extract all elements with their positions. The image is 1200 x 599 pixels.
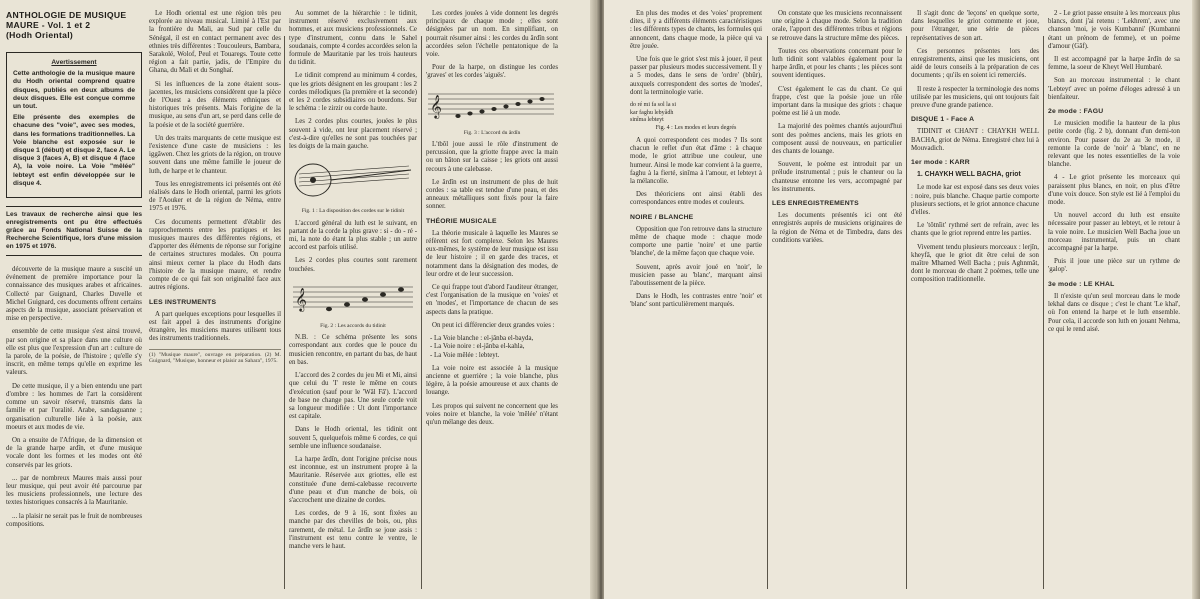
paragraph: Il n'existe qu'un seul morceau dans le mode lekhal dans ce disque ; c'est le chant 'Le khal', où l'on entend la harpe et le luth ensemble. Pour cela, il accorde son luth en jouant Nehma, ce qui le rend aisé. [1048, 292, 1180, 333]
paragraph: Il est accompagné par la harpe ârdîn de sa femme, la soeur de Kheyt Well Humbaré. [1048, 56, 1180, 72]
column-divider [284, 36, 285, 589]
column-divider [1043, 36, 1044, 589]
paragraph: Toutes ces observations concernant pour le luth tidinit sont valables également pour la harpe ârdîn, et pour les chants ; les pièces sont souvent identiques. [772, 47, 902, 80]
column-2 [149, 10, 281, 596]
paragraph: C'est également le cas du chant. Ce qui frappe, c'est que la poésie joue un rôle important dans la musique des griots : chaque poème est lié à un mode. [772, 85, 902, 118]
scale-row: kar faghu lebyâdh [630, 109, 674, 116]
paragraph: découverte de la musique maure a suscité un événement de première importance pour la connaissance des musiques arabes et africaines. Collecté par Guignard, Charles Duvelle et Michel Guignard, ces documents offrent certains aspects de la musique, associant préservation et mise en perspective. [6, 266, 142, 323]
list-item: - La Voie noire : el-jânba el-kahla, [430, 343, 525, 351]
mode-heading: 3e mode : LE KHAL [1048, 280, 1115, 288]
paragraph: 4 - Le griot présente les morceaux qui paraissent plus blancs, en noir, en plus d'être d'une voix douce. Son style est lié à l'emploi du mode. [1048, 174, 1180, 207]
title-line-1: ANTHOLOGIE DE MUSIQUE [6, 10, 127, 20]
svg-text:𝄞: 𝄞 [430, 93, 442, 118]
column-divider [421, 36, 422, 589]
paragraph: Il reste à respecter la terminologie des noms utilisée par les musiciens, qui ont toujours fait preuve d'une grande patience. [911, 85, 1039, 110]
paragraph: L'accord général du luth est le suivant, en partant de la corde la plus grave : si - do - ré - mi, la note do étant la plus stable ; un autre accord est parfois utilisé. [289, 219, 417, 252]
figure-caption: Fig. 2 : Les accords du tidinit [320, 323, 386, 330]
svg-text:𝄞: 𝄞 [295, 286, 307, 311]
paragraph: On peut ici différencier deux grandes voies : [432, 321, 555, 329]
paragraph: Il s'agit donc de 'leçons' en quelque sorte, dans lesquelles le griot commente et joue, pour l'étranger, une série de pièces représentatives de son art. [911, 10, 1039, 42]
recordings-heading: LES ENREGISTREMENTS [772, 200, 859, 208]
paragraph: ... la plaisir ne serait pas le fruit de nombreuses compositions. [6, 512, 142, 528]
paragraph: De cette musique, il y a bien entendu une part d'ombre : les hommes de l'art la considèrent comme un savoir réservé, transmis dans la famille et par l'oralité. Arabe, sandaguanne ; organisation culturelle liée à la poésie, aux moeurs et aux modes de vie. [6, 382, 142, 431]
mode-heading: 1er mode : KARR [911, 159, 970, 167]
column-1 [6, 10, 142, 596]
paragraph: A part quelques exceptions pour lesquelles il est fait appel à des instruments d'origine étrangère, les musiciens maures utilisent tous des instruments traditionnels. [149, 310, 281, 343]
paragraph: Le musicien modifie la hauteur de la plus petite corde (fig. 2 b), donnant d'un demi-ton environ. Pour passer du 2e au 3e mode, il remonte la corde de 'noir' à 'blanc', en ne relevant que les notes essentielles de la voie blanche. [1048, 120, 1180, 169]
footnote: (1) "Musique maure", ouvrage en préparation. (2) M. Guignard, "Musique, honneur et plaisir au Sahara", 1975. [149, 349, 281, 365]
paragraph: Souvent, le poème est introduit par un prélude instrumental ; puis le chanteur ou la chanteuse entonne les vers, accompagné par les instruments. [772, 161, 902, 193]
paragraph: Ces documents permettent d'établir des rapprochements entre les pratiques et les musiques maures des différentes régions, et d'apporter des éléments de réponse sur l'origine de certaines structures modales. On pourra ainsi mieux cerner la place du Hodh dans l'histoire de la musique maure, et rendre compte de ce qui fait son originalité face aux autres régions. [149, 218, 281, 292]
paragraph: ensemble de cette musique s'est ainsi trouvé, par son origine et sa place dans une culture où elle est plus que l'expression d'un art : culture de la parole, de la poésie, de l'histoire ; qu'elle s'y inscrit, en même temps qu'elle en exprime les valeurs. [6, 328, 142, 377]
tuning-figure [289, 279, 417, 330]
right-page [604, 0, 1200, 599]
paragraph: Dans le Hodh, les contrastes entre 'noir' et 'blanc' sont particulièrement marqués. [630, 293, 762, 309]
warning-heading: Avertissement [51, 59, 97, 66]
paragraph: Les 2 cordes plus courtes sont rarement touchées. [289, 257, 417, 273]
warning-paragraph-2: Elle présente des exemples de chacune des "voie", avec ses modes, dans les formations traditionnelles. La Voie blanche est exposée sur le disque 1 (début) et disque 2, face A. Le disque 3 (faces A, B) et disque 4 (face A), la voie noire. La Voie "mêlée" lebteyt est enfin développée sur le disque 4. [13, 114, 135, 187]
paragraph: ... par de nombreux Maures mais aussi pour leur musique, qui peut avoir été parcourue par les musiciens professionnels, une lecture des textes historiques consacrés à la Mauritanie. [6, 474, 142, 507]
paragraph: N.B. : Ce schéma présente les sons correspondant aux cordes que le pouce du musicien rencontre, en partant du bas, de haut en bas. [289, 334, 417, 366]
column-3 [289, 10, 417, 596]
figure-caption: Fig. 1 : La disposition des cordes sur le tidinit [301, 208, 405, 215]
paragraph: 2 - Le griot passe ensuite à les morceaux plus blancs, dont j'ai retenu : 'Lekhrem', avec une chanson 'moi, je vois Kumbanni' (Kumbanni étant un prénom de femme), et un poème d'amour (Gâf). [1048, 10, 1180, 50]
paragraph: Les cordes jouées à vide donnent les degrés principaux de chaque mode ; elles sont désignées par un nom. En simplifiant, on pourrait résumer ainsi : les cordes du ârdîn sont accordées selon l'échelle pentatonique de la voie. [426, 10, 558, 59]
paragraph: La voie noire est associée à la musique ancienne et guerrière ; la voie blanche, plus légère, à la poésie amoureuse et aux chants de louange. [426, 364, 558, 397]
paragraph: Son au morceau instrumental : le chant 'Lebteyt' avec un poème d'éloges adressé à un bienfaiteur. [1048, 77, 1180, 101]
tidinit-diagram [289, 156, 417, 204]
paragraph: Un nouvel accord du luth est ensuite nécessaire pour passer au lebteyt, et le retour à la voie noire. Le musicien Well Bacha joue un morceau instrumental, puis un chant accompagné par la harpe. [1048, 212, 1180, 253]
column-divider [906, 36, 907, 589]
paragraph: Les propos qui suivent ne concernent que les voies noire et blanche, la voie 'mêlée' n'étant qu'un mélange des deux. [426, 402, 558, 426]
mode-scale-table [630, 102, 762, 132]
list-item: - La Voie mêlée : lebteyt. [430, 351, 500, 359]
paragraph: Des théoriciens ont ainsi établi des correspondances entre modes et couleurs. [630, 191, 762, 207]
paragraph: Si les influences de la zone étaient sous-jacentes, les musiciens considèrent que la pièce de l'Ouest a des éléments ethniques et historiques très présents. Mais l'origine de la musique, au sens d'un art, se perd dans celle de la poésie et de la société guerrière. [149, 80, 281, 129]
paragraph: Opposition que l'on retrouve dans la structure même de chaque mode : chaque mode comporte une partie 'noire' et une partie 'blanche', de la même façon que chaque voie. [630, 225, 762, 258]
paragraph: Vivement tendu plusieurs morceaux : lerjîn, kheyfâ, que le griot dit être celui de son maître Mhamed Well Bacha ; puis Aghnmât, dont le morceau de chant 2 poèmes, telle une composition traditionnelle. [911, 243, 1039, 284]
paragraph: Au sommet de la hiérarchie : le tidinit, instrument réservé exclusivement aux hommes, et aux musiciens professionnels. Ce type d'instrument, connu dans le Sahel soudanais, compte 4 cordes accordées selon la formule de Mauritanie par les trois hauteurs du tidinit. [289, 10, 417, 67]
paragraph: La théorie musicale à laquelle les Maures se réfèrent est fort complexe. Selon les Maures eux-mêmes, le système de leur musique est issu de leur histoire ; il en garde des traces, et notamment dans la désignation des modes, de leur ordre et de leur succession. [426, 229, 558, 278]
paragraph: On constate que les musiciens reconnaissent une origine à chaque mode. Selon la tradition orale, l'apport des différentes tribus et régions se retrouve dans la structure même des pièces. [772, 10, 902, 42]
paragraph: Les 2 cordes plus courtes, jouées le plus souvent à vide, ont leur placement réservé ; c'est-à-dire qu'elles ne sont pas touchées par les doigts de la main gauche. [289, 118, 417, 151]
staff-notation [289, 279, 417, 319]
paragraph: La majorité des poèmes chantés aujourd'hui sont des poèmes anciens, mais les griots en composent aussi de nouveaux, en particulier des chants de louange. [772, 123, 902, 156]
title-line-2: MAURE - Vol. 1 et 2 [6, 20, 91, 30]
warning-box [6, 52, 142, 198]
page-edge [1192, 0, 1200, 599]
voies-list [430, 335, 558, 360]
paragraph: La harpe ârdîn, dont l'origine précise nous est inconnue, est un instrument propre à la Mauritanie. Réservée aux griottes, elle est constituée d'une demi-calebasse recouverte d'une peau et d'un manche de bois, où s'accrochent une dizaine de cordes. [289, 455, 417, 504]
staff-notation [426, 86, 556, 126]
paragraph: Le Hodh oriental est une région très peu explorée au niveau musical. Limité à l'Est par la frontière du Mali, au Sud par celle du Sénégal, il est en contact permanent avec des ethnies très différentes : Toucouleurs, Bambara, Sarakolé, Wolof, Peul et Touaregs. Toute cette région a fait partie, jadis, de l'Empire du Ghana, du Mali et du Songhaï. [149, 10, 281, 75]
paragraph: Le ârdîn est un instrument de plus de huit cordes : sa table est tendue d'une peau, et des anneaux métalliques sont fixés pour la faire sonner. [426, 178, 558, 211]
column-8 [1048, 10, 1180, 596]
paragraph: Tous les enregistrements ici présentés ont été réalisés dans le Hodh oriental, parmi les griots de l'Aouker et de la région de Néma, entre 1975 et 1976. [149, 180, 281, 213]
track-title: 1. CHAYKH WELL BACHA, griot [917, 171, 1021, 179]
paragraph: L'accord des 2 cordes du jeu Mi et Mi, ainsi que celui du 'I' reste le même en cours d'exécution (sauf pour le 'Wâl Fâ'). L'accord de base ne change pas. Une seule corde voit sa longueur modifiée : Ut dont l'importance est capitale. [289, 372, 417, 421]
column-divider [767, 36, 768, 589]
paragraph: Les cordes, de 9 à 16, sont fixées au manche par des chevilles de bois, ou, plus rarement, de métal. Le ârdîn se joue assis : l'instrument est tenu contre le ventre, le manche vers le haut. [289, 510, 417, 550]
scale-row: sinîma lebteyt [630, 117, 664, 124]
research-credits: Les travaux de recherche ainsi que les enregistrements ont pu être effectués grâce au Fonds National Suisse de la Recherche Scientifique, lors d'une mission en 1975 et 1976. [6, 206, 142, 256]
paragraph: Une fois que le griot s'est mis à jouer, il peut passer par plusieurs modes successivement. Il y a 5 modes, dans le sens de 'ordre' (bhûr), auxquels correspondent des sortes de 'modes', dont la terminologie varie. [630, 56, 762, 96]
scale-row: do ré mi fa sol la si [630, 102, 676, 109]
paragraph: Puis il joue une pièce sur un rythme de 'galop'. [1048, 258, 1180, 274]
paragraph: Ces personnes présentes lors des enregistrements, ainsi que les musiciens, ont aidé de leurs conseils à la préparation de ces documents ; qu'ils en soient ici remerciés. [911, 47, 1039, 80]
title-line-3: (Hodh Oriental) [6, 30, 74, 40]
figure-caption: Fig. 3 : L'accord du ârdîn [463, 129, 521, 136]
paragraph: Le tidinit comprend au minimum 4 cordes, que les griots désignent en les groupant : les 2 cordes mélodiques (la première et la seconde) et les 2 cordes subsidiaires ou bourdons. Sur le schéma : le zirzir ou corde haute. [289, 72, 417, 113]
tidinit-figure [289, 156, 417, 215]
left-page [0, 0, 598, 599]
disc1-item: TIDINIT et CHANT : CHAYKH WELL BACHA, griot de Néma. Enregistré chez lui à Mouvadich. [911, 128, 1039, 152]
column-4 [426, 10, 558, 596]
paragraph: L'tbôl joue aussi le rôle d'instrument de percussion, que la griotte frappe avec la main ou un bâton sur la caisse ; les griots ont aussi recours à une calebasse. [426, 141, 558, 173]
album-title [6, 10, 142, 40]
ardin-tuning-figure [426, 86, 558, 137]
noire-blanche-heading: NOIRE / BLANCHE [630, 213, 694, 221]
warning-paragraph-1: Cette anthologie de la musique maure du Hodh oriental comprend quatre disques, publiés en deux albums de deux disques. Elle est conçue comme un tout. [13, 70, 135, 111]
theory-heading: THÉORIE MUSICALE [426, 217, 497, 225]
column-6 [772, 10, 902, 596]
instruments-heading: LES INSTRUMENTS [149, 298, 217, 306]
disc1-heading: DISQUE 1 - Face A [911, 116, 975, 124]
paragraph: Pour de la harpe, on distingue les cordes 'graves' et les cordes 'aiguës'. [426, 64, 558, 80]
figure-caption: Fig. 4 : Les modes et leurs degrés [655, 124, 737, 131]
column-7 [911, 10, 1039, 596]
mode-heading: 2e mode : FAGU [1048, 108, 1104, 116]
paragraph: Souvent, après avoir joué en 'noir', le musicien passe au 'blanc', marquant ainsi l'aboutissement de la pièce. [630, 263, 762, 288]
intro-text [6, 266, 142, 529]
paragraph: En plus des modes et des 'voies' proprement dites, il y a différents éléments caractéristiques : les différents types de chants, les formules qui annoncent, dans chaque mode, la pièce qui va être jouée. [630, 10, 762, 50]
list-item: - La Voie blanche : el-jânba el-bayda, [430, 335, 534, 343]
paragraph: Ce qui frappe tout d'abord l'auditeur étranger, c'est l'organisation de la musique en 'voies' et en 'modes', et l'importance de chacun de ses aspects dans la pratique. [426, 284, 558, 316]
paragraph: Dans le Hodh oriental, les tidinit ont souvent 5, quelquefois même 6 cordes, ce qui semble une influence soudanaise. [289, 426, 417, 450]
paragraph: Les documents présentés ici ont été enregistrés auprès de musiciens originaires de la région de Néma et de Timbedra, dans des conditions variées. [772, 212, 902, 244]
paragraph: Un des traits marquants de cette musique est l'existence d'une caste de musiciens : les iggâwen. Chez les griots de la région, on trouve souvent dans une même famille le joueur de luth, de harpe et le chanteur. [149, 134, 281, 175]
paragraph: Le mode kar est exposé dans ses deux voies : noire, puis blanche. Chaque partie comporte plusieurs sections, et le griot annonce chacune d'elles. [911, 184, 1039, 217]
paragraph: Le 'tôtnîit' rythmé sert de refrain, avec les chants que le griot reprend entre les parties. [911, 222, 1039, 238]
paragraph: A quoi correspondent ces modes ? Ils sont chacun le reflet d'un état d'âme : à chaque mode, le griot attribue une couleur, une humeur. Ainsi le mode kar convient à la guerre, faghu à la fierté, sinîma à l'amour, et lebteyt à la mélancolie. [630, 137, 762, 186]
paragraph: On a ensuite de l'Afrique, de la dimension et de la grande harpe ardîn, et d'une musique vocale dont les formes et les modes ont été conservés par les griots. [6, 436, 142, 469]
column-5 [630, 10, 762, 596]
